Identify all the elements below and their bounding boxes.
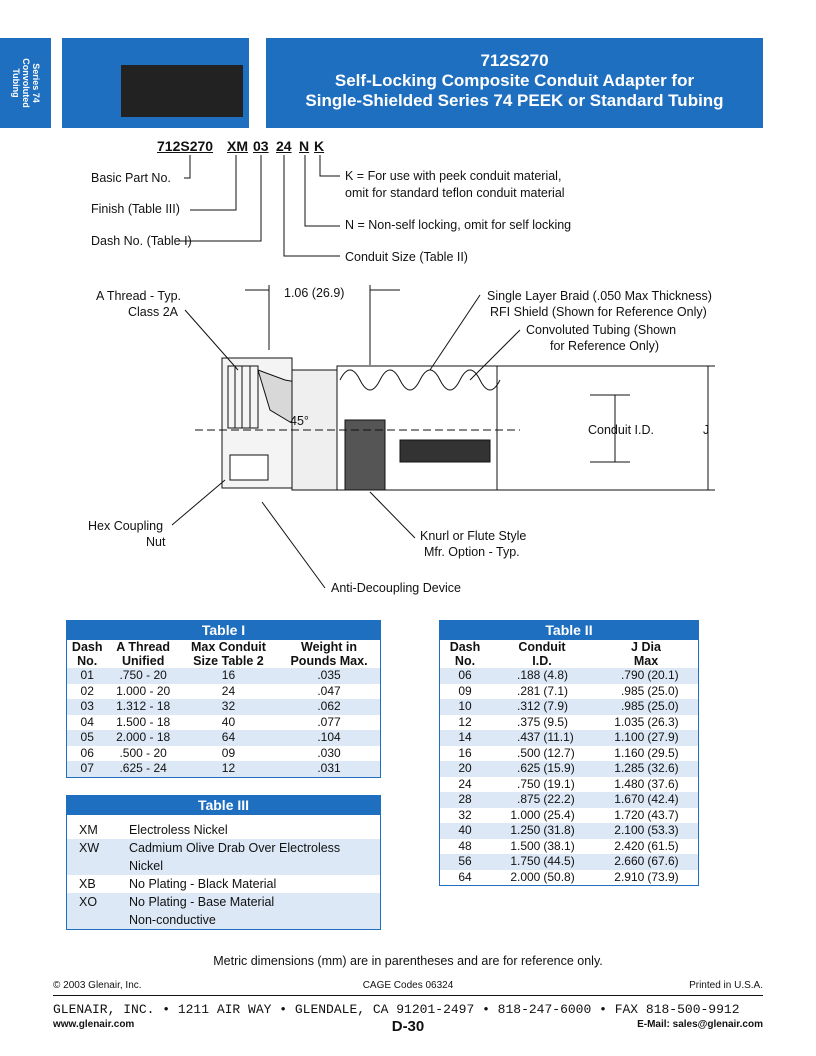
footer-divider: [53, 995, 763, 996]
table-row: 16 .500 (12.7) 1.160 (29.5): [458, 745, 679, 760]
part-code-leaders: [0, 0, 816, 270]
label-braid-1: Single Layer Braid (.050 Max Thickness): [487, 289, 712, 303]
pn-dash: 03: [253, 138, 269, 154]
t1-header-dash: Dash No.: [71, 640, 103, 668]
table-2: [439, 620, 699, 886]
label-k-2: omit for standard teflon conduit material: [345, 186, 565, 200]
pn-k: K: [314, 138, 325, 154]
label-finish: Finish (Table III): [91, 202, 180, 216]
table-row: 28 .875 (22.2) 1.670 (42.4): [440, 792, 698, 808]
table-row: 04 1.500 - 18 40 .077: [80, 714, 341, 729]
t1-header-thread: A Thread Unified: [116, 640, 170, 668]
table-row: 06 .500 - 20 09 .030: [80, 745, 341, 760]
t1-header-weight: Weight in Pounds Max.: [290, 640, 368, 668]
table-row: 40 1.250 (31.8) 2.100 (53.3): [440, 823, 698, 839]
label-dash: Dash No. (Table I): [91, 234, 192, 248]
label-a-thread-2: Class 2A: [128, 305, 179, 319]
page-number: D-30: [391, 1018, 425, 1035]
list-item: XB No Plating - Black Material: [79, 877, 277, 891]
table-1: [66, 620, 381, 778]
table-1-title: Table I: [67, 621, 380, 640]
table-3-title: Table III: [67, 796, 380, 815]
pn-finish: XM: [227, 138, 248, 154]
list-item: XW Cadmium Olive Drab Over Electroless: [67, 839, 380, 857]
table-row: 48 1.500 (38.1) 2.420 (61.5): [458, 838, 679, 853]
label-tubing-2: for Reference Only): [550, 339, 660, 353]
footer-cage: CAGE Codes 06324: [362, 980, 454, 991]
title-line-1: Self-Locking Composite Conduit Adapter for: [334, 71, 695, 90]
table-row: 24 .750 (19.1) 1.480 (37.6): [458, 776, 679, 791]
label-angle: 45°: [290, 414, 309, 428]
table-row: 01 .750 - 20 16 .035: [67, 668, 380, 684]
title-line-2: Single-Shielded Series 74 PEEK or Standard Tubing: [305, 91, 724, 110]
label-anti-decoupling: Anti-Decoupling Device: [331, 581, 461, 595]
table-2-title: Table II: [440, 621, 698, 640]
table-row: 05 2.000 - 18 64 .104: [67, 730, 380, 746]
label-a-thread-1: A Thread - Typ.: [96, 289, 182, 303]
list-item: XO No Plating - Base Material: [67, 893, 380, 911]
label-j: J: [703, 423, 710, 437]
t1-header-conduit: Max Conduit Size Table 2: [190, 640, 266, 668]
label-basic-part: Basic Part No.: [91, 171, 171, 185]
metric-note: Metric dimensions (mm) are in parentheses and are for reference only.: [213, 954, 603, 968]
table-row: 64 2.000 (50.8) 2.910 (73.9): [458, 869, 679, 884]
pn-size: 24: [276, 138, 292, 154]
label-knurl-2: Mfr. Option - Typ.: [424, 545, 520, 559]
label-k-1: K = For use with peek conduit material,: [345, 169, 562, 183]
table-row: 12 .375 (9.5) 1.035 (26.3): [458, 714, 679, 729]
t2-header-j: J Dia Max: [631, 640, 661, 668]
part-number-title: 712S270: [480, 51, 549, 70]
list-item-cont: Nickel: [67, 857, 380, 875]
table-row: 03 1.312 - 18 32 .062: [67, 699, 380, 715]
conduit-adapter-drawing: [0, 270, 816, 610]
table-row: 02 1.000 - 20 24 .047: [80, 683, 341, 698]
table-row: 09 .281 (7.1) .985 (25.0): [458, 683, 679, 698]
pn-base: 712S270: [157, 138, 214, 154]
label-n: N = Non-self locking, omit for self locking: [345, 218, 572, 232]
table-row: 10 .312 (7.9) .985 (25.0): [440, 699, 698, 715]
label-knurl-1: Knurl or Flute Style: [420, 529, 527, 543]
label-conduit-id: Conduit I.D.: [588, 423, 655, 437]
table-row: 20 .625 (15.9) 1.285 (32.6): [440, 761, 698, 777]
label-conduit-size: Conduit Size (Table II): [345, 250, 468, 264]
pn-n: N: [299, 138, 310, 154]
section-tab-label: Series 74 Convoluted Tubing: [10, 58, 41, 108]
footer-website[interactable]: www.glenair.com: [53, 1019, 135, 1030]
table-row: 56 1.750 (44.5) 2.660 (67.6): [440, 854, 698, 870]
t2-header-conduit: Conduit I.D.: [518, 640, 566, 668]
footer-email[interactable]: E-Mail: sales@glenair.com: [637, 1019, 763, 1030]
footer-copyright: © 2003 Glenair, Inc.: [53, 980, 142, 991]
t2-header-dash: Dash No.: [449, 640, 481, 668]
table-row: 07 .625 - 24 12 .031: [67, 761, 380, 777]
list-item-cont: Non-conductive: [67, 911, 380, 929]
footer-address: GLENAIR, INC. • 1211 AIR WAY • GLENDALE, CA 91201-2497 • 818-247-6000 • FAX 818-500-9912: [53, 1002, 740, 1017]
table-3: [66, 795, 381, 930]
label-hex-2: Nut: [146, 535, 166, 549]
table-row: 06 .188 (4.8) .790 (20.1): [440, 668, 698, 684]
list-item: XM Electroless Nickel: [79, 823, 228, 837]
footer-printed: Printed in U.S.A.: [689, 980, 763, 991]
table-row: 32 1.000 (25.4) 1.720 (43.7): [458, 807, 679, 822]
label-hex-1: Hex Coupling: [88, 519, 164, 533]
label-braid-2: RFI Shield (Shown for Reference Only): [490, 305, 707, 319]
label-tubing-1: Convoluted Tubing (Shown: [526, 323, 677, 337]
table-row: 14 .437 (11.1) 1.100 (27.9): [440, 730, 698, 746]
label-dimension: 1.06 (26.9): [284, 286, 345, 300]
